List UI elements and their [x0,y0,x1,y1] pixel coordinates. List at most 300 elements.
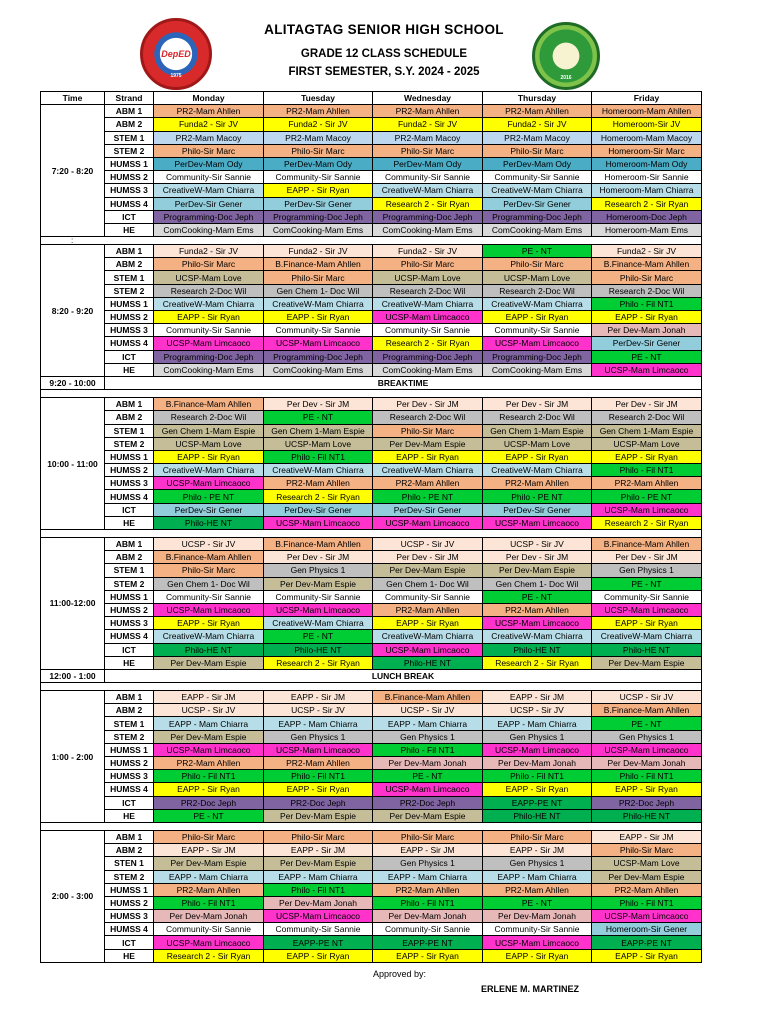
strand-label: STEM 1 [105,131,154,144]
class-cell: UCSP-Mam Love [373,271,483,284]
break-label: BREAKTIME [105,376,702,389]
class-cell: B.Finance-Mam Ahllen [592,538,702,551]
class-cell: UCSP-Mam Limcaoco [592,910,702,923]
class-cell: EAPP - Sir JM [373,844,483,857]
class-cell: EAPP - Sir Ryan [592,783,702,796]
class-cell: Per Dev-Mam Espie [154,656,264,669]
strand-label: HUMSS 1 [105,883,154,896]
class-cell: Homeroom-Doc Jeph [592,210,702,223]
class-cell: EAPP - Sir Ryan [264,949,373,962]
class-cell: EAPP - Sir Ryan [592,617,702,630]
strand-label: HUMSS 3 [105,324,154,337]
table-row [41,757,702,770]
table-row [41,171,702,184]
class-cell: Per Dev-Mam Espie [483,564,592,577]
class-cell: Research 2 - Sir Ryan [264,490,373,503]
strand-label: ABM 2 [105,258,154,271]
class-cell: Per Dev-Mam Jonah [592,757,702,770]
class-cell: EAPP - Mam Chiarra [483,870,592,883]
class-cell: Gen Physics 1 [592,730,702,743]
school-seal-icon [532,22,600,90]
strand-label: ICT [105,643,154,656]
table-row [41,105,702,118]
class-cell: Programming-Doc Jeph [154,350,264,363]
column-header: Strand [105,92,154,105]
spacer-row [41,822,702,830]
strand-label: ICT [105,210,154,223]
column-header: Thursday [483,92,592,105]
class-cell: Philo-Sir Marc [483,830,592,843]
table-row [41,284,702,297]
class-cell: Gen Physics 1 [592,564,702,577]
logo-left-year: 1975 [170,73,182,79]
class-cell: EAPP - Sir Ryan [264,184,373,197]
class-cell: Per Dev-Mam Espie [373,809,483,822]
class-cell: Community-Sir Sannie [264,324,373,337]
strand-label: HUMSS 2 [105,311,154,324]
class-cell: Research 2 - Sir Ryan [592,197,702,210]
class-cell: CreativeW-Mam Chiarra [154,630,264,643]
class-cell: Philo - Fil NT1 [264,770,373,783]
class-cell: EAPP - Mam Chiarra [154,870,264,883]
class-cell: Funda2 - Sir JV [264,118,373,131]
strand-label: HUMSS 4 [105,923,154,936]
class-cell: Community-Sir Sannie [483,171,592,184]
column-header: Tuesday [264,92,373,105]
class-cell: PR2-Mam Ahllen [154,105,264,118]
strand-label: HUMSS 3 [105,910,154,923]
class-cell: PE - NT [264,411,373,424]
table-row [41,643,702,656]
strand-label: STEM 2 [105,144,154,157]
class-cell: UCSP-Mam Limcaoco [264,337,373,350]
table-row [41,577,702,590]
column-header: Time [41,92,105,105]
class-cell: PR2-Mam Ahllen [154,883,264,896]
class-cell: PR2-Mam Ahllen [592,477,702,490]
table-row [41,258,702,271]
table-row [41,796,702,809]
class-cell: Per Dev - Sir JM [264,398,373,411]
class-cell: CreativeW-Mam Chiarra [154,297,264,310]
class-cell: PR2-Doc Jeph [592,796,702,809]
time-slot: 7:20 - 8:20 [41,105,105,237]
class-cell: Per Dev-Mam Jonah [154,910,264,923]
class-cell: Gen Physics 1 [264,730,373,743]
class-cell: UCSP-Mam Limcaoco [483,516,592,529]
strand-label: HUMSS 1 [105,450,154,463]
class-cell: EAPP - Sir Ryan [154,783,264,796]
class-cell: ComCooking-Mam Ems [373,363,483,376]
class-cell: UCSP-Mam Limcaoco [592,603,702,616]
class-cell: Per Dev - Sir JM [373,398,483,411]
class-cell: Funda2 - Sir JV [154,245,264,258]
class-cell: Philo-Sir Marc [154,144,264,157]
strand-label: HE [105,223,154,236]
class-cell: Per Dev-Mam Espie [373,564,483,577]
class-cell: Programming-Doc Jeph [154,210,264,223]
class-cell: EAPP - Sir Ryan [373,450,483,463]
class-cell: Philo-Sir Marc [264,144,373,157]
class-cell: Programming-Doc Jeph [373,210,483,223]
strand-label: STEN 1 [105,857,154,870]
table-row [41,490,702,503]
class-cell: Programming-Doc Jeph [264,210,373,223]
strand-label: ABM 1 [105,830,154,843]
class-cell: Philo - PE NT [154,490,264,503]
table-row [41,936,702,949]
class-cell: PerDev-Sir Gener [373,503,483,516]
class-cell: PE - NT [592,577,702,590]
class-cell: UCSP-Mam Limcaoco [154,337,264,350]
strand-label: STEM 2 [105,577,154,590]
class-cell: UCSP - Sir JV [483,704,592,717]
strand-label: ABM 2 [105,118,154,131]
strand-label: HUMSS 4 [105,630,154,643]
class-cell: Community-Sir Sannie [373,590,483,603]
class-cell: Philo - Fil NT1 [264,450,373,463]
class-cell: Per Dev - Sir JM [483,551,592,564]
class-cell: PerDev-Sir Gener [154,503,264,516]
class-cell: PE - NT [154,809,264,822]
class-cell: PR2-Mam Ahllen [483,477,592,490]
class-cell: PR2-Mam Ahllen [264,757,373,770]
class-cell: B.Finance-Mam Ahllen [592,258,702,271]
class-cell: PerDev-Mam Ody [264,157,373,170]
class-cell: Homeroom-Mam Ems [592,223,702,236]
table-row [41,450,702,463]
strand-label: ABM 1 [105,538,154,551]
class-cell: UCSP-Mam Love [592,857,702,870]
class-cell: PE - NT [373,770,483,783]
strand-label: HE [105,516,154,529]
approved-by-label: Approved by: [373,969,427,979]
class-cell: Programming-Doc Jeph [483,350,592,363]
class-cell: CreativeW-Mam Chiarra [373,184,483,197]
class-cell: PR2-Mam Macoy [483,131,592,144]
class-cell: Per Dev-Mam Espie [264,809,373,822]
class-cell: EAPP - Sir JM [154,844,264,857]
class-cell: EAPP - Sir Ryan [483,450,592,463]
class-cell: UCSP-Mam Love [154,437,264,450]
class-cell: UCSP-Mam Limcaoco [373,311,483,324]
column-header: Monday [154,92,264,105]
class-cell: EAPP - Sir Ryan [483,949,592,962]
class-cell: Community-Sir Sannie [483,923,592,936]
strand-label: STEM 2 [105,437,154,450]
strand-label: STEM 1 [105,424,154,437]
break-label: LUNCH BREAK [105,669,702,682]
class-cell: EAPP - Sir Ryan [592,450,702,463]
strand-label: STEM 1 [105,271,154,284]
class-cell: Philo-HE NT [154,643,264,656]
class-cell: Philo - Fil NT1 [483,770,592,783]
class-cell: Research 2 - Sir Ryan [483,656,592,669]
strand-label: ABM 2 [105,704,154,717]
class-cell: Philo-Sir Marc [264,271,373,284]
class-cell: Philo - Fil NT1 [592,297,702,310]
class-cell: CreativeW-Mam Chiarra [592,630,702,643]
break-row [41,376,702,389]
class-cell: Philo - PE NT [592,490,702,503]
class-cell: Philo-HE NT [483,809,592,822]
class-cell: Gen Physics 1 [483,857,592,870]
table-row [41,883,702,896]
class-cell: UCSP - Sir JV [154,704,264,717]
table-row [41,157,702,170]
strand-label: HUMSS 3 [105,184,154,197]
class-cell: CreativeW-Mam Chiarra [373,464,483,477]
class-cell: CreativeW-Mam Chiarra [154,184,264,197]
class-cell: Programming-Doc Jeph [483,210,592,223]
table-row [41,564,702,577]
strand-label: ABM 1 [105,245,154,258]
class-cell: PE - NT [592,717,702,730]
class-cell: Philo-HE NT [373,656,483,669]
class-cell: Per Dev-Mam Jonah [483,910,592,923]
class-cell: Funda2 - Sir JV [264,245,373,258]
strand-label: HUMSS 2 [105,464,154,477]
class-cell: UCSP-Mam Limcaoco [483,617,592,630]
strand-label: HUMSS 2 [105,757,154,770]
time-slot: 12:00 - 1:00 [41,669,105,682]
class-cell: EAPP-PE NT [483,796,592,809]
class-cell: Philo - PE NT [483,490,592,503]
table-header-row [41,92,702,105]
strand-label: ICT [105,796,154,809]
class-cell: Gen Chem 1-Mam Espie [592,424,702,437]
strand-label: HUMSS 3 [105,770,154,783]
class-cell: ComCooking-Mam Ems [483,363,592,376]
spacer-cell: : [41,237,702,245]
class-cell: Philo-Sir Marc [154,830,264,843]
strand-label: HE [105,949,154,962]
class-cell: EAPP-PE NT [592,936,702,949]
class-cell: PR2-Doc Jeph [264,796,373,809]
class-cell: Research 2 - Sir Ryan [373,197,483,210]
class-cell: Funda2 - Sir JV [592,245,702,258]
class-cell: Gen Chem 1- Doc Wil [154,577,264,590]
class-cell: Research 2-Doc Wil [154,411,264,424]
class-cell: Philo-Sir Marc [373,424,483,437]
table-row [41,844,702,857]
class-cell: Per Dev-Mam Espie [373,437,483,450]
class-cell: PerDev-Sir Gener [154,197,264,210]
class-cell: PR2-Mam Ahllen [483,883,592,896]
class-cell: CreativeW-Mam Chiarra [483,184,592,197]
schedule-title: GRADE 12 CLASS SCHEDULE [300,48,468,60]
class-cell: UCSP-Mam Limcaoco [154,936,264,949]
class-cell: Research 2-Doc Wil [483,284,592,297]
class-cell: CreativeW-Mam Chiarra [264,464,373,477]
class-cell: Research 2-Doc Wil [373,411,483,424]
class-cell: Community-Sir Sannie [154,923,264,936]
class-cell: PerDev-Mam Ody [483,157,592,170]
table-row [41,144,702,157]
strand-label: HUMSS 1 [105,157,154,170]
school-name: ALITAGTAG SENIOR HIGH SCHOOL [264,22,504,37]
class-cell: EAPP - Sir Ryan [592,949,702,962]
class-cell: ComCooking-Mam Ems [483,223,592,236]
strand-label: ICT [105,936,154,949]
strand-label: HUMSS 4 [105,337,154,350]
class-cell: Per Dev - Sir JM [373,551,483,564]
class-cell: Programming-Doc Jeph [264,350,373,363]
table-row [41,896,702,909]
logo-left-text: DepED [161,49,191,59]
class-cell: Per Dev-Mam Espie [264,857,373,870]
class-cell: Research 2-Doc Wil [592,284,702,297]
class-cell: Philo - Fil NT1 [592,770,702,783]
strand-label: HUMSS 4 [105,783,154,796]
time-slot: 1:00 - 2:00 [41,691,105,823]
strand-label: HUMSS 1 [105,743,154,756]
class-cell: CreativeW-Mam Chiarra [373,630,483,643]
class-cell: Philo-HE NT [154,516,264,529]
class-cell: Per Dev - Sir JM [483,398,592,411]
class-cell: Programming-Doc Jeph [373,350,483,363]
table-row [41,717,702,730]
spacer-row [41,237,702,245]
class-cell: PerDev-Sir Gener [483,503,592,516]
class-cell: PerDev-Sir Gener [264,197,373,210]
class-cell: EAPP - Sir Ryan [154,311,264,324]
class-cell: Philo - Fil NT1 [373,896,483,909]
table-row [41,184,702,197]
class-cell: Per Dev-Mam Jonah [483,757,592,770]
class-cell: UCSP-Mam Limcaoco [373,516,483,529]
table-row [41,363,702,376]
column-header: Wednesday [373,92,483,105]
class-cell: B.Finance-Mam Ahllen [264,538,373,551]
class-cell: EAPP - Sir JM [264,844,373,857]
class-cell: Per Dev-Mam Jonah [592,324,702,337]
class-cell: UCSP-Mam Limcaoco [592,363,702,376]
class-cell: UCSP-Mam Limcaoco [264,910,373,923]
class-cell: PR2-Mam Ahllen [264,105,373,118]
strand-label: ABM 1 [105,105,154,118]
class-cell: Community-Sir Sannie [483,324,592,337]
class-cell: Community-Sir Sannie [373,923,483,936]
table-row [41,783,702,796]
class-cell: UCSP-Mam Love [264,437,373,450]
class-cell: Philo-HE NT [592,643,702,656]
strand-label: ABM 2 [105,844,154,857]
table-row [41,424,702,437]
semester-label: FIRST SEMESTER, S.Y. 2024 - 2025 [288,66,480,78]
table-row [41,630,702,643]
table-row [41,730,702,743]
class-cell: PR2-Mam Ahllen [264,477,373,490]
spacer-cell [41,822,702,830]
class-cell: UCSP-Mam Love [483,437,592,450]
table-row [41,324,702,337]
spacer-cell [41,530,702,538]
table-row [41,551,702,564]
class-cell: EAPP - Sir Ryan [373,617,483,630]
class-cell: UCSP-Mam Limcaoco [154,603,264,616]
class-cell: Research 2 - Sir Ryan [373,337,483,350]
class-cell: Philo-Sir Marc [483,144,592,157]
class-cell: ComCooking-Mam Ems [154,363,264,376]
strand-label: HUMSS 2 [105,896,154,909]
class-cell: UCSP-Mam Limcaoco [264,516,373,529]
class-cell: UCSP-Mam Limcaoco [483,337,592,350]
class-cell: Gen Physics 1 [264,564,373,577]
strand-label: HE [105,363,154,376]
class-cell: Philo-Sir Marc [154,564,264,577]
class-cell: EAPP - Mam Chiarra [373,870,483,883]
class-cell: EAPP - Sir Ryan [154,450,264,463]
class-cell: UCSP - Sir JV [483,538,592,551]
class-cell: PE - NT [483,590,592,603]
table-row [41,477,702,490]
class-cell: PR2-Mam Ahllen [373,477,483,490]
schedule-body [41,105,702,963]
class-cell: Gen Chem 1-Mam Espie [154,424,264,437]
class-cell: CreativeW-Mam Chiarra [483,464,592,477]
class-cell: Community-Sir Sannie [264,171,373,184]
class-cell: Per Dev-Mam Jonah [264,896,373,909]
class-cell: Homeroom-Mam Chiarra [592,184,702,197]
table-row [41,923,702,936]
table-row [41,118,702,131]
class-cell: Philo - Fil NT1 [592,896,702,909]
table-row [41,311,702,324]
class-cell: EAPP-PE NT [264,936,373,949]
strand-label: STEM 1 [105,717,154,730]
class-cell: EAPP - Sir Ryan [154,617,264,630]
strand-label: STEM 1 [105,564,154,577]
class-cell: EAPP - Sir Ryan [264,311,373,324]
class-cell: Philo-HE NT [483,643,592,656]
class-cell: UCSP - Sir JV [264,704,373,717]
class-cell: Per Dev-Mam Espie [154,730,264,743]
class-cell: Gen Chem 1-Mam Espie [483,424,592,437]
table-row [41,337,702,350]
class-cell: EAPP - Sir JM [264,691,373,704]
class-cell: B.Finance-Mam Ahllen [154,551,264,564]
class-cell: Philo - PE NT [373,490,483,503]
table-row [41,910,702,923]
strand-label: ABM 2 [105,411,154,424]
class-cell: Philo - Fil NT1 [154,896,264,909]
time-slot: 9:20 - 10:00 [41,376,105,389]
class-cell: B.Finance-Mam Ahllen [154,398,264,411]
strand-label: STEM 2 [105,730,154,743]
class-cell: UCSP-Mam Limcaoco [264,743,373,756]
class-cell: Philo - Fil NT1 [592,464,702,477]
class-cell: Research 2-Doc Wil [592,411,702,424]
class-cell: Community-Sir Sannie [264,923,373,936]
class-cell: Homeroom-Mam Ody [592,157,702,170]
class-cell: PR2-Doc Jeph [154,796,264,809]
class-cell: UCSP-Mam Limcaoco [154,743,264,756]
strand-label: ICT [105,350,154,363]
strand-label: STEM 2 [105,870,154,883]
class-cell: Per Dev - Sir JM [264,551,373,564]
class-cell: EAPP - Mam Chiarra [483,717,592,730]
class-cell: Gen Physics 1 [373,730,483,743]
class-cell: PE - NT [483,896,592,909]
class-cell: CreativeW-Mam Chiarra [154,464,264,477]
class-cell: UCSP - Sir JV [154,538,264,551]
class-cell: Per Dev-Mam Espie [264,577,373,590]
spacer-row [41,683,702,691]
class-cell: Per Dev - Sir JM [592,551,702,564]
class-cell: EAPP - Sir Ryan [373,949,483,962]
class-cell: PerDev-Sir Gener [264,503,373,516]
